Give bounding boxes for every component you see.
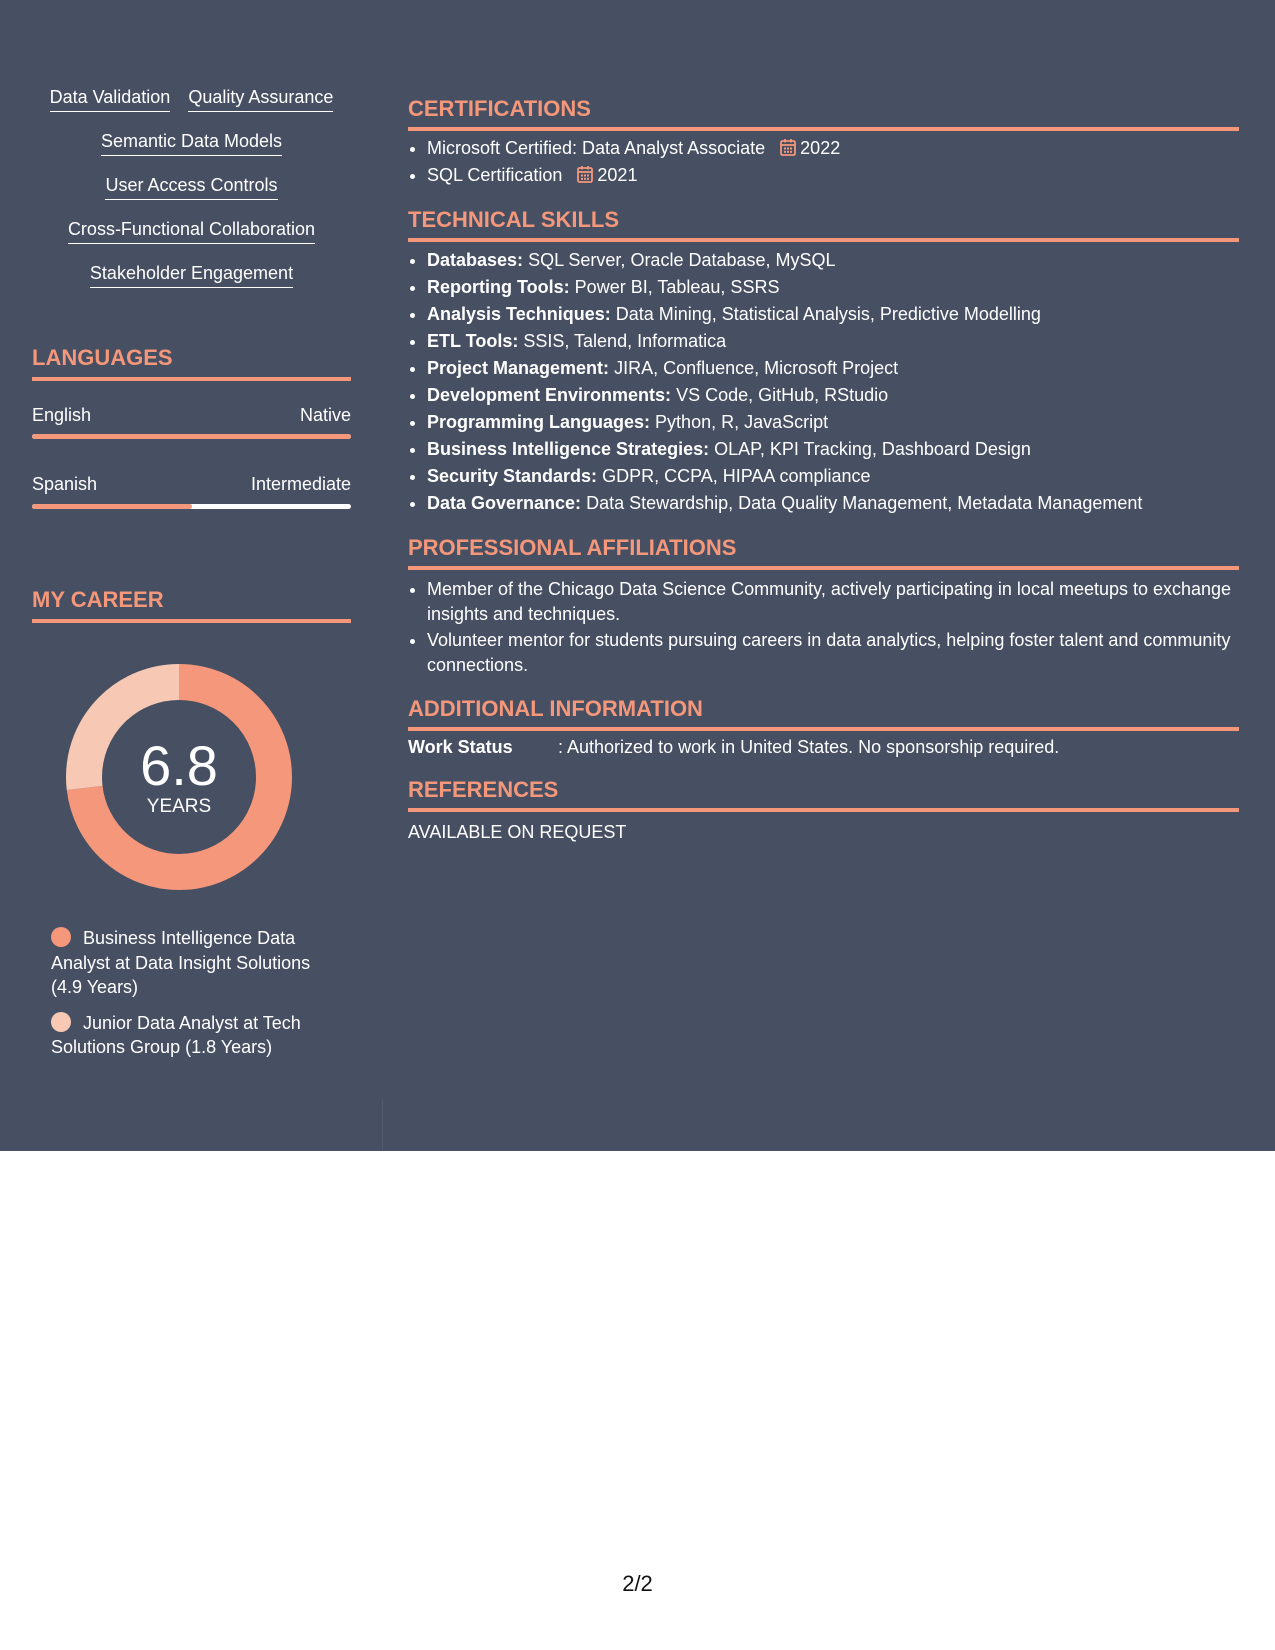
technical-skills-list [408, 247, 1258, 517]
certification-year: 2022 [800, 138, 841, 158]
language-level: Native [299, 405, 351, 425]
skill-values: Power BI, Tableau, SSRS [574, 277, 780, 297]
technical-skill-item [427, 355, 1258, 382]
skill-tag: Cross-Functional Collaboration [68, 218, 315, 244]
skill-tag: Stakeholder Engagement [90, 262, 293, 288]
technical-skill-item [427, 490, 1258, 517]
skill-tag: Data Validation [50, 86, 171, 112]
technical-skill-item [427, 274, 1258, 301]
affiliation-item: • Member of the Chicago Data Science Community, actively participating in local meetups to exchange insights and techniques. [427, 577, 1258, 626]
language-bar-fill [32, 434, 351, 439]
skill-values: Python, R, JavaScript [655, 412, 829, 432]
work-status-label: Work Status [408, 737, 513, 757]
career-legend-item [51, 926, 341, 1000]
language-bar [32, 504, 351, 509]
skill-tags [32, 86, 351, 288]
career-heading: MY CAREER [32, 587, 351, 623]
skill-category: Databases: [427, 250, 524, 270]
legend-dot [51, 927, 71, 947]
certification-name: Microsoft Certified: Data Analyst Associate [427, 138, 766, 158]
language-level: Intermediate [250, 474, 351, 494]
affiliations-heading: PROFESSIONAL AFFILIATIONS [408, 535, 1239, 570]
technical-skill-item [427, 409, 1258, 436]
certification-year: 2021 [597, 165, 638, 185]
technical-skill-item [427, 328, 1258, 355]
languages-heading: LANGUAGES [32, 345, 351, 381]
column-divider [382, 1100, 383, 1151]
certification-name: SQL Certification [427, 165, 563, 185]
page-number: 2/2 [622, 1571, 653, 1596]
additional-info-heading: ADDITIONAL INFORMATION [408, 696, 1239, 731]
skill-values: SSIS, Talend, Informatica [523, 331, 727, 351]
skill-values: GDPR, CCPA, HIPAA compliance [602, 466, 871, 486]
skill-tag: User Access Controls [105, 174, 277, 200]
references-text: AVAILABLE ON REQUEST [408, 822, 627, 842]
technical-skill-item [427, 436, 1258, 463]
language-bar [32, 434, 351, 439]
affiliations-list [408, 577, 1258, 679]
certifications-heading: CERTIFICATIONS [408, 96, 1239, 131]
work-status-row [408, 736, 1059, 758]
language-row [32, 404, 351, 426]
career-unit: YEARS [146, 796, 212, 817]
career-donut-center [66, 664, 292, 890]
technical-skill-item [427, 247, 1258, 274]
career-legend-label: Junior Data Analyst at Tech Solutions Group (1.8 Years) [51, 1012, 301, 1057]
technical-skill-item [427, 301, 1258, 328]
language-bar-fill [32, 504, 192, 509]
skill-tag: Semantic Data Models [101, 130, 282, 156]
skill-tag: Quality Assurance [188, 86, 333, 112]
skill-values: Data Stewardship, Data Quality Management, Metadata Management [586, 493, 1143, 513]
calendar-icon [780, 138, 796, 156]
skill-category: Data Governance: [427, 493, 582, 513]
certification-item [427, 162, 1258, 189]
language-name: Spanish [32, 474, 98, 494]
calendar-icon [577, 165, 593, 183]
skill-category: Analysis Techniques: [427, 304, 611, 324]
career-legend-label: Business Intelligence Data Analyst at Data Insight Solutions (4.9 Years) [51, 928, 311, 997]
affiliation-item: • Volunteer mentor for students pursuing careers in data analytics, helping foster talent and community connections. [427, 628, 1258, 677]
work-status-value: : Authorized to work in United States. No sponsorship required. [558, 737, 1060, 757]
career-donut [66, 664, 292, 890]
skill-values: Data Mining, Statistical Analysis, Predictive Modelling [615, 304, 1041, 324]
skill-category: Reporting Tools: [427, 277, 570, 297]
skill-values: SQL Server, Oracle Database, MySQL [528, 250, 836, 270]
skill-category: Security Standards: [427, 466, 598, 486]
skill-category: Development Environments: [427, 385, 672, 405]
legend-dot [51, 1012, 71, 1032]
technical-skill-item [427, 382, 1258, 409]
language-name: English [32, 405, 92, 425]
career-legend [51, 926, 341, 1071]
skill-category: Programming Languages: [427, 412, 651, 432]
language-row [32, 473, 351, 495]
skill-category: Business Intelligence Strategies: [427, 439, 710, 459]
certifications-list [408, 135, 1258, 189]
certification-item [427, 135, 1258, 162]
career-total: 6.8 [140, 734, 218, 797]
skill-values: JIRA, Confluence, Microsoft Project [614, 358, 899, 378]
technical-skill-item [427, 463, 1258, 490]
skill-category: ETL Tools: [427, 331, 519, 351]
skill-values: OLAP, KPI Tracking, Dashboard Design [714, 439, 1031, 459]
career-legend-item [51, 1011, 341, 1060]
skill-category: Project Management: [427, 358, 610, 378]
technical-skills-heading: TECHNICAL SKILLS [408, 207, 1239, 242]
skill-values: VS Code, GitHub, RStudio [676, 385, 889, 405]
references-heading: REFERENCES [408, 777, 1239, 812]
